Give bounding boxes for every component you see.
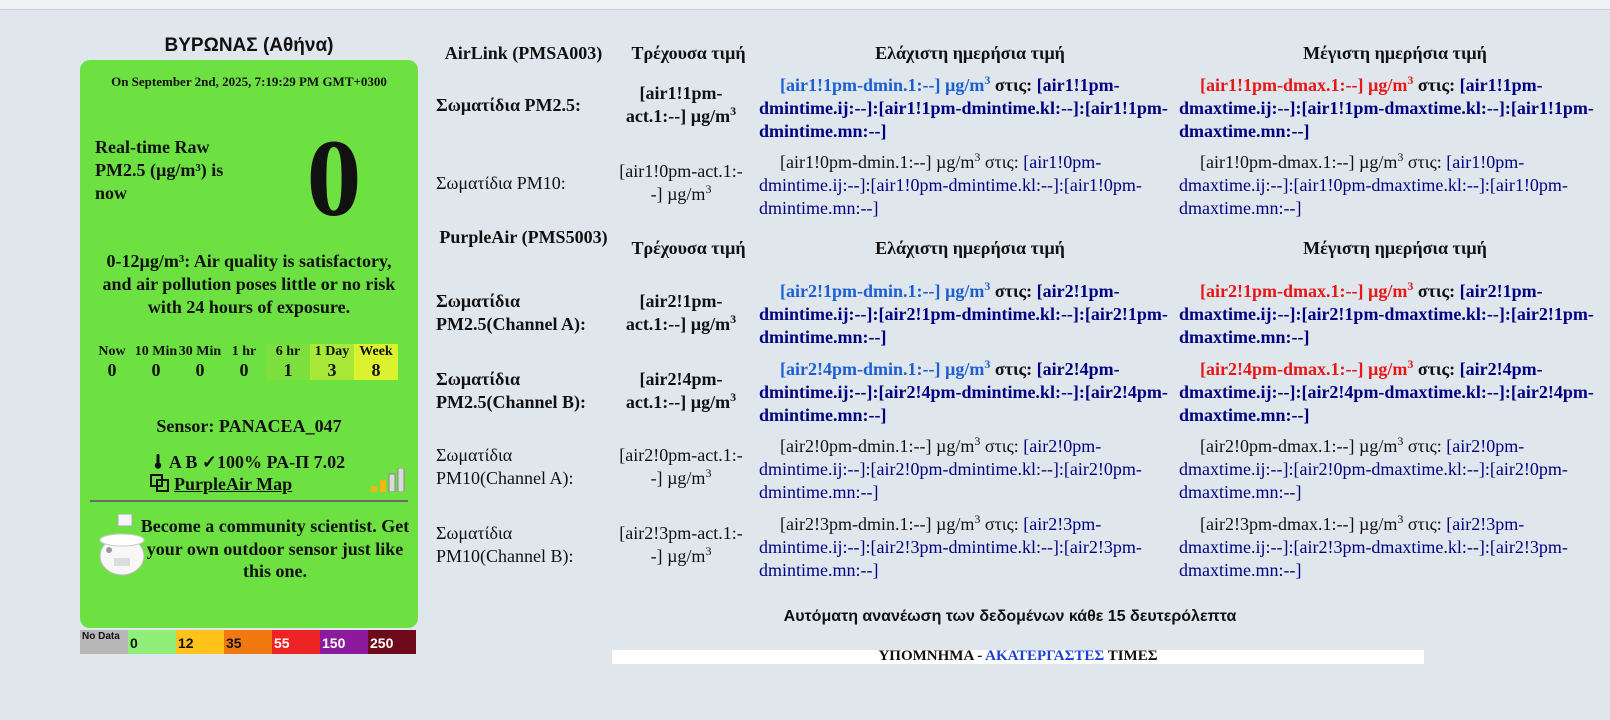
browser-top-strip (0, 0, 1610, 10)
aqi-color-scale (80, 630, 416, 654)
legend-raw-values-link[interactable]: ΑΚΑΤΕΡΓΑΣΤΕΣ (985, 650, 1105, 664)
row-label: Σωματίδια PM10: (436, 173, 566, 193)
averages-table (90, 344, 398, 380)
row-label: Σωματίδια PM2.5(Channel B): (436, 369, 586, 412)
avg-label: 10 Min (134, 344, 178, 359)
realtime-value: 0 (306, 117, 362, 239)
avg-value: 0 (107, 360, 117, 380)
avg-value: 8 (354, 360, 398, 380)
reading-date: On September 2nd, 2025, 7:19:29 PM GMT+0300 (111, 74, 387, 89)
community-promo: Become a community scientist. Get your own outdoor sensor just like this one. (140, 516, 410, 581)
scale-nodata: No Data (80, 630, 128, 654)
sensor-device-image (98, 514, 146, 576)
aqi-card (80, 60, 418, 628)
thermometer-icon (153, 453, 163, 469)
avg-label: Week (354, 344, 398, 360)
row-current: [air2!4pm-act.1:--] $\mu g/m^3$ (625, 369, 737, 412)
row-min: [air2!0pm-dmin.1:--] $\mu g/m^3$ στις: [air2!0pm-dmintime.ij:--]:[air2!0pm-dmintime.kl:--]:[air2!0pm-dmintime.mn:--] (759, 434, 1142, 502)
scale-level: 150 (320, 630, 368, 654)
row-label: Σωματίδια PM10(Channel B): (436, 523, 574, 566)
purpleair-widget (80, 34, 418, 651)
row-min: [air1!0pm-dmin.1:--] $\mu g/m^3$ στις: [air1!0pm-dmintime.ij:--]:[air1!0pm-dmintime.kl:--]:[air1!0pm-dmintime.mn:--] (759, 150, 1142, 218)
sensor-status (80, 452, 418, 473)
row-min: [air2!4pm-dmin.1:--] $\mu g/m^3$ στις: [air2!4pm-dmintime.ij:--]:[air2!4pm-dmintime.kl:--]:[air2!4pm-dmintime.mn:--] (759, 357, 1168, 425)
avg-label: Now (98, 344, 126, 359)
signal-bar (371, 486, 377, 492)
scale-level: 35 (224, 630, 272, 654)
signal-bar (389, 474, 395, 492)
row-max: [air1!1pm-dmax.1:--] $\mu g/m^3$ στις: [air1!1pm-dmaxtime.ij:--]:[air1!1pm-dmaxtime.kl:--]:[air1!1pm-dmaxtime.mn:--] (1179, 73, 1594, 141)
row-label: Σωματίδια PM2.5(Channel A): (436, 291, 586, 334)
header-max: Μέγιστη ημερήσια τιμή (1303, 238, 1487, 258)
realtime-label: Real-time Raw PM2.5 (µg/m³) is now (95, 137, 224, 203)
legend-bar (612, 650, 1424, 664)
avg-value: 0 (195, 360, 205, 380)
row-current: [air2!3pm-act.1:--] $\mu g/m^3$ (619, 523, 743, 566)
row-max: [air2!3pm-dmax.1:--] $\mu g/m^3$ στις: [air2!3pm-dmaxtime.ij:--]:[air2!3pm-dmaxtime.kl:--]:[air2!3pm-dmaxtime.mn:--] (1179, 512, 1568, 580)
avg-label: 30 Min (178, 344, 222, 359)
avg-label: 1 Day (310, 344, 354, 360)
header-min: Ελάχιστη ημερήσια τιμή (875, 43, 1065, 63)
airlink-title: AirLink (PMSA003) (444, 43, 603, 63)
scale-level: 12 (176, 630, 224, 654)
scale-level: 0 (128, 630, 176, 654)
header-current: Τρέχουσα τιμή (631, 238, 746, 258)
avg-value: 3 (310, 360, 354, 380)
purpleair-map-link[interactable] (150, 474, 292, 495)
avg-label: 1 hr (231, 344, 257, 359)
row-max: [air2!1pm-dmax.1:--] $\mu g/m^3$ στις: [air2!1pm-dmaxtime.ij:--]:[air2!1pm-dmaxtime.kl:--]:[air2!1pm-dmaxtime.mn:--] (1179, 279, 1594, 347)
sensor-name: Sensor: PANACEA_047 (156, 416, 342, 436)
status-text: A B ✓100% PA-Π 7.02 (168, 452, 346, 472)
map-link-label: PurpleAir Map (174, 474, 293, 494)
header-max: Μέγιστη ημερήσια τιμή (1303, 43, 1487, 63)
avg-label: 6 hr (266, 344, 310, 360)
auto-refresh-note: Αυτόματη ανανέωση των δεδομένων κάθε 15 δευτερόλεπτα (783, 608, 1237, 625)
legend-prefix: ΥΠΟΜΝΗΜΑ - (878, 650, 983, 664)
row-min: [air2!1pm-dmin.1:--] $\mu g/m^3$ στις: [air2!1pm-dmintime.ij:--]:[air2!1pm-dmintime.kl:--]:[air2!1pm-dmintime.mn:--] (759, 279, 1168, 347)
row-current: [air2!1pm-act.1:--] $\mu g/m^3$ (625, 291, 737, 334)
row-current: [air1!1pm-act.1:--] $\mu g/m^3$ (625, 83, 737, 126)
averages-labels-row (90, 344, 398, 360)
row-max: [air1!0pm-dmax.1:--] $\mu g/m^3$ στις: [air1!0pm-dmaxtime.ij:--]:[air1!0pm-dmaxtime.kl:--]:[air1!0pm-dmaxtime.mn:--] (1179, 150, 1568, 218)
widget-divider (90, 500, 408, 502)
avg-value: 0 (151, 360, 161, 380)
air-quality-description: 0-12µg/m³: Air quality is satisfactory, and air pollution poses little or no risk with 24 hours of exposure. (102, 251, 396, 317)
scale-level: 250 (368, 630, 416, 654)
row-label: Σωματίδια PM10(Channel A): (436, 445, 574, 488)
row-min: [air2!3pm-dmin.1:--] $\mu g/m^3$ στις: [air2!3pm-dmintime.ij:--]:[air2!3pm-dmintime.kl:--]:[air2!3pm-dmintime.mn:--] (759, 512, 1142, 580)
row-current: [air1!0pm-act.1:--] $\mu g/m^3$ (619, 161, 743, 204)
purpleair-title: PurpleAir (PMS5003) (439, 227, 608, 247)
avg-value: 0 (239, 360, 249, 380)
scale-level: 55 (272, 630, 320, 654)
row-max: [air2!4pm-dmax.1:--] $\mu g/m^3$ στις: [air2!4pm-dmaxtime.ij:--]:[air2!4pm-dmaxtime.kl:--]:[air2!4pm-dmaxtime.mn:--] (1179, 357, 1594, 425)
signal-bar (398, 468, 404, 492)
header-min: Ελάχιστη ημερήσια τιμή (875, 238, 1065, 258)
legend-suffix: ΤΙΜΕΣ (1107, 650, 1158, 664)
signal-bar (380, 480, 386, 492)
row-current: [air2!0pm-act.1:--] $\mu g/m^3$ (619, 445, 743, 488)
signal-strength-icon (370, 468, 406, 492)
header-current: Τρέχουσα τιμή (631, 43, 746, 63)
external-map-icon (150, 474, 170, 492)
row-label: Σωματίδια PM2.5: (436, 95, 582, 115)
row-max: [air2!0pm-dmax.1:--] $\mu g/m^3$ στις: [air2!0pm-dmaxtime.ij:--]:[air2!0pm-dmaxtime.kl:--]:[air2!0pm-dmaxtime.mn:--] (1179, 434, 1568, 502)
row-min: [air1!1pm-dmin.1:--] $\mu g/m^3$ στις: [air1!1pm-dmintime.ij:--]:[air1!1pm-dmintime.kl:--]:[air1!1pm-dmintime.mn:--] (759, 73, 1168, 141)
avg-value: 1 (266, 360, 310, 380)
averages-values-row (90, 360, 398, 380)
station-title: ΒΥΡΩΝΑΣ (Αθήνα) (164, 35, 334, 56)
